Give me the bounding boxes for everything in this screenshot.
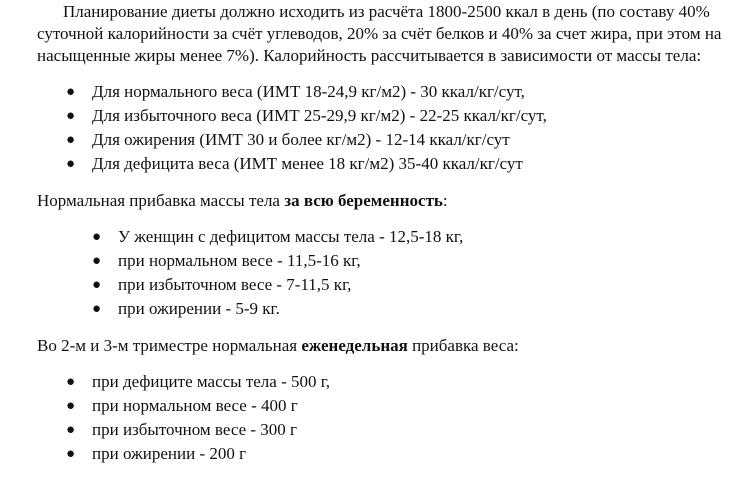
bullet-icon: ●	[66, 398, 76, 414]
list-item: ● при избыточном весе - 300 г	[37, 418, 737, 442]
intro-paragraph: Планирование диеты должно исходить из расчёта 1800-2500 ккал в день (по составу 40% суточной калорийности за счёт углеводов, 20% за счёт белков и 40% за счет жира, при этом на насыщенные жиры менее 7%). Калорийность рассчитывается в зависимости от массы тела:	[37, 2, 722, 65]
document-body	[37, 1, 737, 466]
bullet-icon: ●	[92, 229, 102, 245]
list-item: ● при ожирении - 5-9 кг.	[37, 297, 737, 321]
list-item: ● при избыточном весе - 7-11,5 кг,	[37, 273, 737, 297]
list-item: ● У женщин с дефицитом массы тела - 12,5-18 кг,	[37, 225, 737, 249]
list-item: ● при нормальном весе - 400 г	[37, 394, 737, 418]
pregnancy-heading-emphasis: за всю беременность	[284, 191, 443, 210]
bullet-icon: ●	[66, 108, 76, 124]
bullet-icon: ●	[66, 132, 76, 148]
calorie-list	[37, 80, 737, 176]
weekly-heading: Во 2-м и 3-м триместре нормальная еженедельная прибавка веса:	[37, 336, 519, 355]
weekly-gain-list	[37, 370, 737, 466]
bullet-icon: ●	[66, 422, 76, 438]
pregnancy-gain-list	[37, 225, 737, 321]
pregnancy-heading: Нормальная прибавка массы тела за всю беременность:	[37, 191, 448, 210]
list-item: ● Для избыточного веса (ИМТ 25-29,9 кг/м2) - 22-25 ккал/кг/сут,	[37, 104, 737, 128]
list-item: ● Для ожирения (ИМТ 30 и более кг/м2) - 12-14 ккал/кг/сут	[37, 128, 737, 152]
list-item: ● Для дефицита веса (ИМТ менее 18 кг/м2) 35-40 ккал/кг/сут	[37, 152, 737, 176]
bullet-icon: ●	[66, 374, 76, 390]
bullet-icon: ●	[92, 277, 102, 293]
bullet-icon: ●	[92, 253, 102, 269]
list-item: ● Для нормального веса (ИМТ 18-24,9 кг/м2) - 30 ккал/кг/сут,	[37, 80, 737, 104]
list-item: ● при нормальном весе - 11,5-16 кг,	[37, 249, 737, 273]
weekly-heading-emphasis: еженедельная	[301, 336, 408, 355]
bullet-icon: ●	[66, 84, 76, 100]
bullet-icon: ●	[92, 301, 102, 317]
bullet-icon: ●	[66, 446, 76, 462]
list-item: ● при дефиците массы тела - 500 г,	[37, 370, 737, 394]
list-item: ● при ожирении - 200 г	[37, 442, 737, 466]
bullet-icon: ●	[66, 156, 76, 172]
